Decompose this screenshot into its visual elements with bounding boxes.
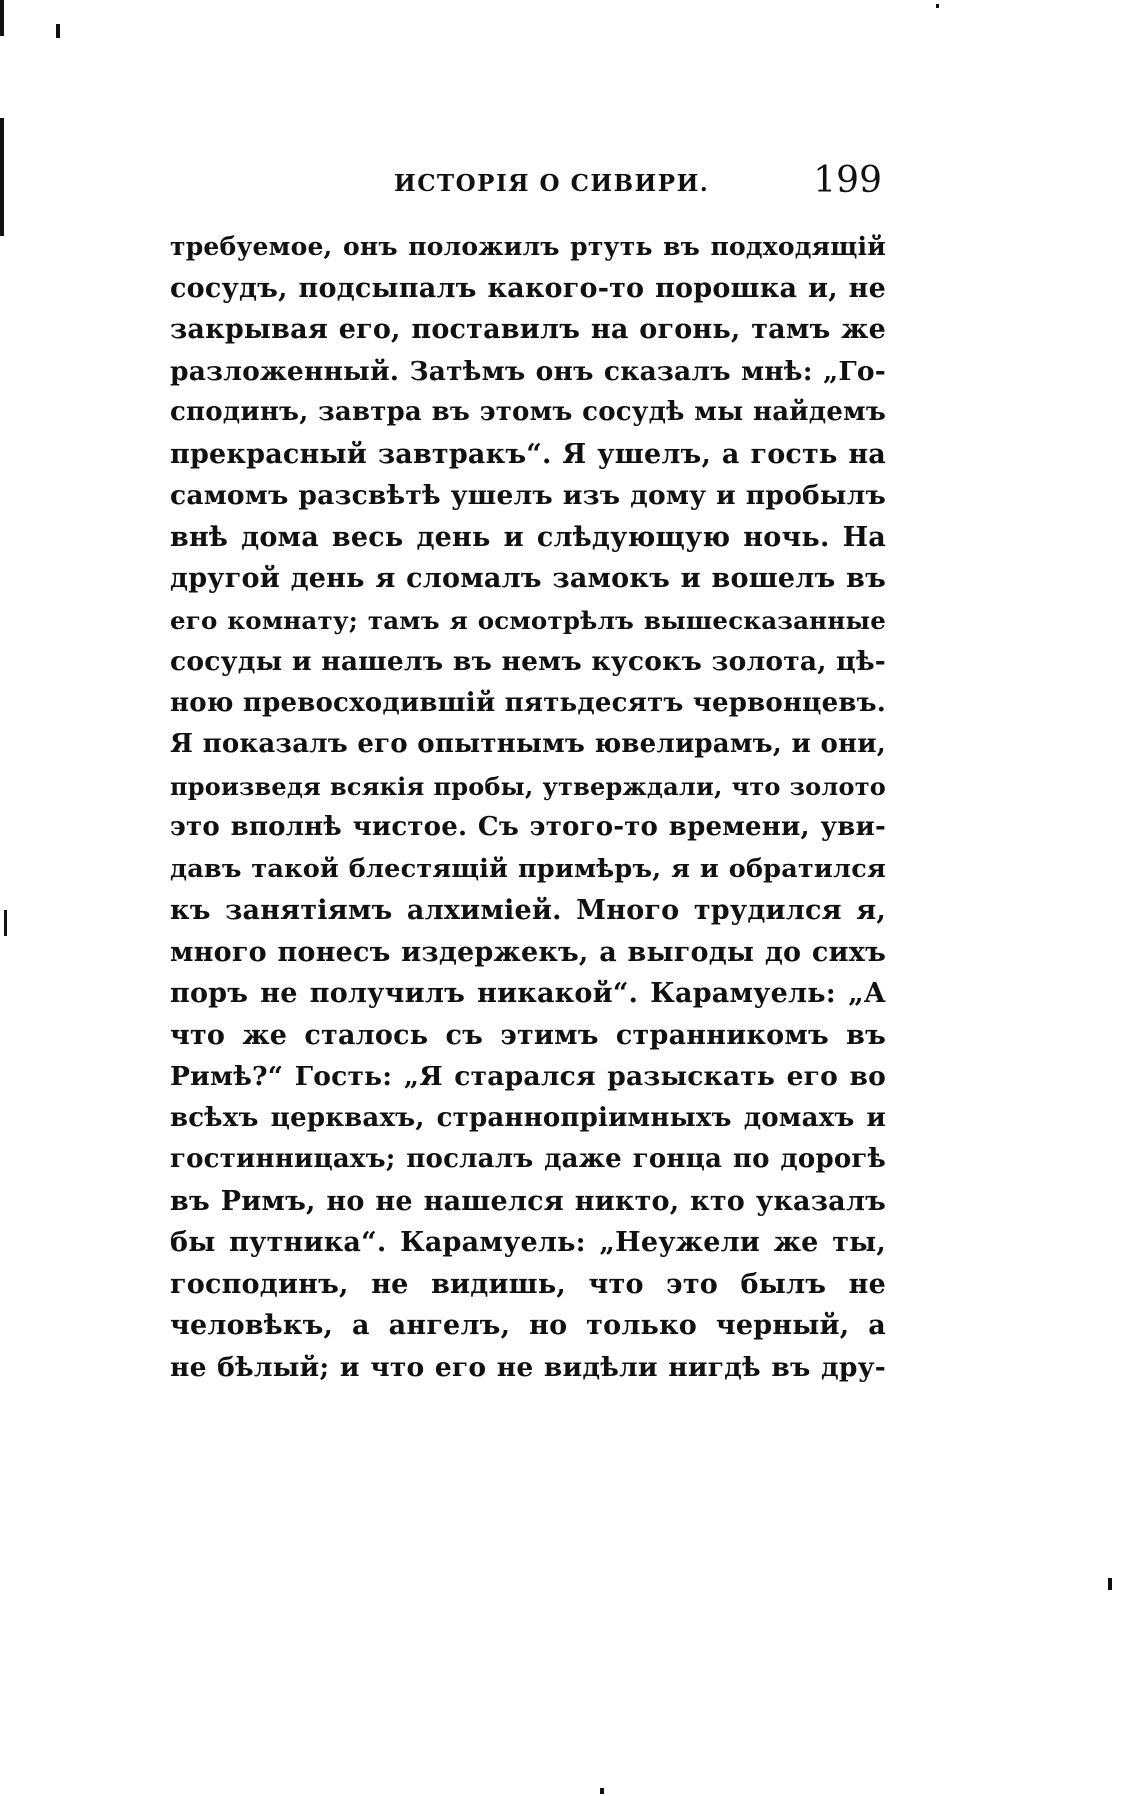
body-text: [170, 226, 886, 1388]
text-line: требуемое, онъ положилъ ртуть въ подходящій: [170, 232, 886, 261]
text-line: самомъ разсвѣтѣ ушелъ изъ дому и пробылъ: [170, 480, 886, 511]
text-line: гостинницахъ; послалъ даже гонца по дорогѣ: [170, 1144, 886, 1174]
text-line: закрывая его, поставилъ на огонь, тамъ же: [170, 314, 886, 345]
text-line: къ занятіямъ алхиміей. Много трудился я,: [170, 895, 886, 926]
scan-edge-mark: [600, 1788, 604, 1794]
text-line: его комнату; тамъ я осмотрѣлъ вышесказанные: [170, 605, 886, 635]
text-line: сосуды и нашелъ въ немъ кусокъ золота, цѣ-: [170, 646, 886, 677]
page-number: 199: [813, 160, 882, 201]
text-line: внѣ дома весь день и слѣдующую ночь. На: [170, 521, 886, 553]
text-line: ною превосходившій пятьдесятъ червонцевъ.: [170, 687, 886, 718]
text-line: Я показалъ его опытнымъ ювелирамъ, и они,: [170, 729, 886, 759]
text-line: давъ такой блестящій примѣръ, я и обратился: [170, 853, 886, 884]
running-head: [172, 160, 882, 210]
text-line: бы путника“. Карамуель: „Неужели же ты,: [170, 1227, 886, 1258]
text-line: не бѣлый; и что его не видѣли нигдѣ въ дру-: [170, 1351, 886, 1383]
text-line: въ Римъ, но не нашелся никто, кто указалъ: [170, 1185, 886, 1217]
scan-edge-mark: [0, 118, 4, 236]
text-line: Римѣ?“ Гость: „Я старался разыскать его во: [170, 1061, 886, 1092]
text-line: другой день я сломалъ замокъ и вошелъ въ: [170, 563, 886, 594]
text-line: человѣкъ, а ангелъ, но только черный, а: [170, 1310, 886, 1341]
scan-edge-mark: [4, 910, 7, 936]
text-line: поръ не получилъ никакой“. Карамуель: „А: [170, 978, 886, 1009]
text-line: произведя всякія пробы, утверждали, что золото: [170, 771, 886, 801]
scan-edge-mark: [0, 0, 4, 36]
text-line: много понесъ издержекъ, а выгоды до сихъ: [170, 936, 886, 968]
scan-edge-mark: [936, 4, 939, 8]
scan-edge-mark: [1108, 1578, 1112, 1590]
text-line: господинъ, не видишь, что это былъ не: [170, 1268, 886, 1300]
text-line: разложенный. Затѣмъ онъ сказалъ мнѣ: „Го-: [170, 355, 886, 387]
text-line: всѣхъ церквахъ, страннопріимныхъ домахъ и: [170, 1102, 886, 1133]
text-line: прекрасный завтракъ“. Я ушелъ, а гость на: [170, 438, 886, 470]
text-line: сосудъ, подсыпалъ какого-то порошка и, не: [170, 272, 886, 304]
running-head-title: ИСТОРІЯ О СИВИРИ.: [394, 170, 710, 197]
text-line: что же сталось съ этимъ странникомъ въ: [170, 1019, 886, 1051]
text-line: это вполнѣ чистое. Съ этого-то времени, уви-: [170, 812, 886, 842]
scan-edge-mark: [56, 24, 60, 38]
text-line: сподинъ, завтра въ этомъ сосудѣ мы найдемъ: [170, 397, 886, 427]
